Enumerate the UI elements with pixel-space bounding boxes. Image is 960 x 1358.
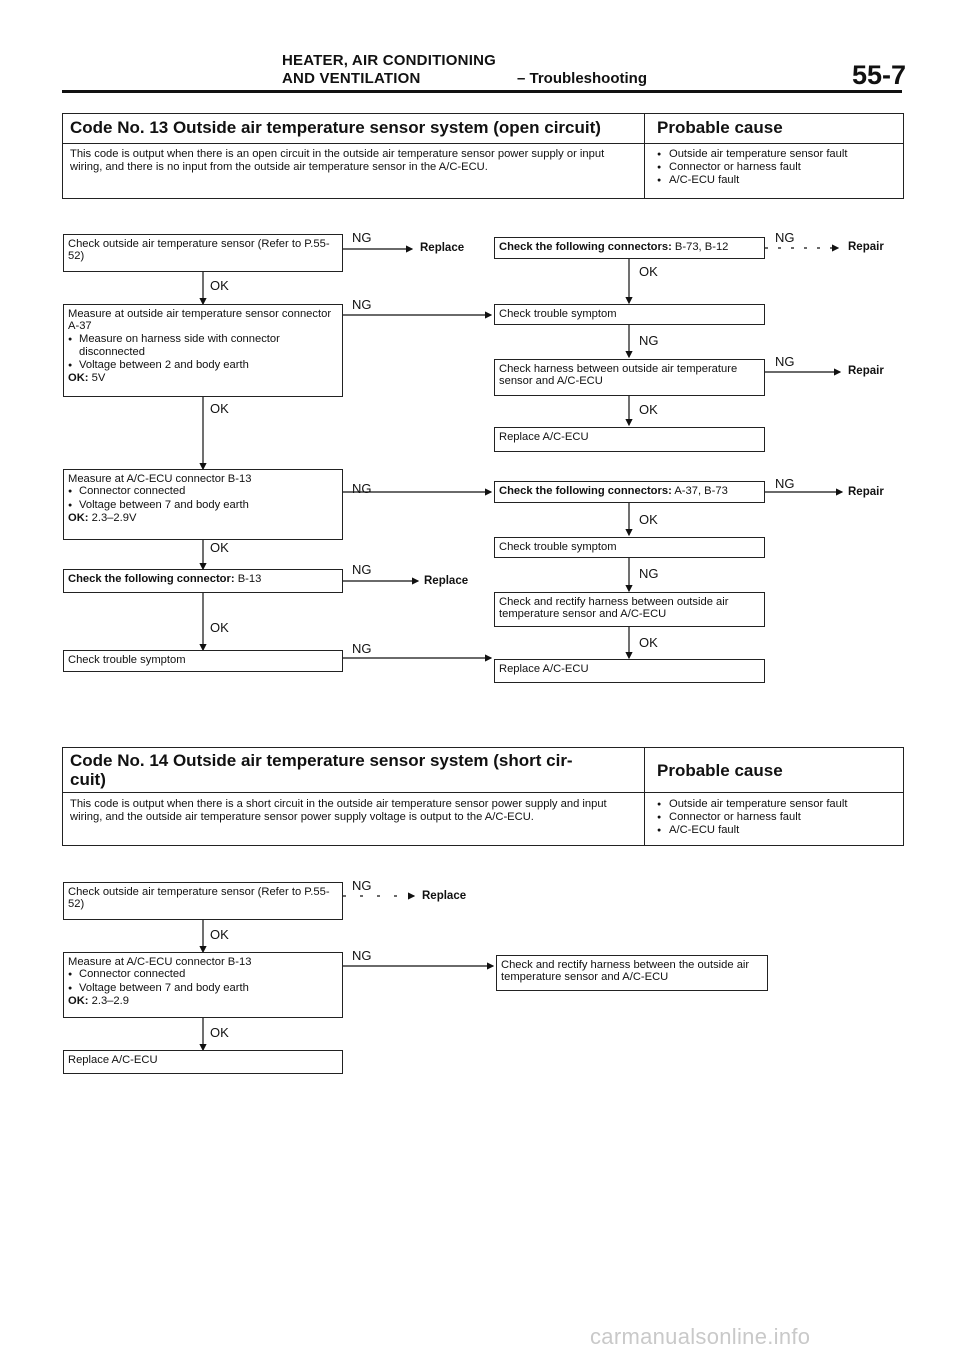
flow14-step2-title: Measure at A/C-ECU connector B-13 bbox=[68, 956, 252, 968]
flow13-step3-box bbox=[63, 469, 343, 540]
flow14-step2-bullet2: ● Voltage between 7 and body earth bbox=[68, 982, 338, 995]
flow13-step2-ok bbox=[68, 372, 338, 384]
code14-title-line2: cuit) bbox=[70, 770, 106, 789]
flow14-ok-2: OK bbox=[210, 1025, 229, 1040]
flow13-step2-title: Measure at outside air temperature sensor connector A-37 bbox=[68, 308, 332, 333]
flow13-r5-label: Check the following connectors: bbox=[499, 485, 672, 497]
flow13-step3-ok bbox=[68, 512, 338, 524]
flow14-ng-1: NG bbox=[352, 878, 372, 893]
flow13-replace-2: Replace bbox=[424, 575, 469, 587]
header-section: – Troubleshooting bbox=[517, 70, 647, 87]
flow13-step4-value: B-13 bbox=[237, 573, 262, 585]
flow13-r1-box bbox=[494, 237, 765, 259]
flow13-step3-ok-value: 2.3–2.9V bbox=[91, 512, 137, 525]
header-title-line1: HEATER, AIR CONDITIONING bbox=[282, 52, 496, 69]
flow13-step2-bullet2: ● Voltage between 2 and body earth bbox=[68, 359, 338, 372]
flow13-r8-box: Replace A/C-ECU bbox=[494, 659, 765, 683]
flow14-step2-bullet1: ● Connector connected bbox=[68, 968, 338, 981]
flow13-repair-2: Repair bbox=[848, 365, 884, 377]
flow13-step4-box bbox=[63, 569, 343, 593]
flow13-step3-title: Measure at A/C-ECU connector B-13 bbox=[68, 473, 252, 485]
code13-cause-2: ● Connector or harness fault bbox=[657, 161, 897, 174]
code13-title: Code No. 13 Outside air temperature sensor system (open circuit) bbox=[70, 118, 601, 137]
flow14-step2-ok-label: OK: bbox=[68, 995, 89, 1008]
flow13-step2-ok-value: 5V bbox=[91, 372, 106, 385]
flow13-step5-box: Check trouble symptom bbox=[63, 650, 343, 672]
flow13-ok-1: OK bbox=[210, 278, 229, 293]
flow14-step2-box bbox=[63, 952, 343, 1018]
flow13-ok-r2: OK bbox=[639, 402, 658, 417]
code14-divider-h bbox=[63, 792, 903, 793]
flow13-r5-value: A-37, B-73 bbox=[674, 485, 728, 497]
flow13-ok-r3: OK bbox=[639, 512, 658, 527]
code14-divider-v bbox=[644, 748, 645, 845]
flow13-r2-box: Check trouble symptom bbox=[494, 304, 765, 325]
flow13-step2-ok-label: OK: bbox=[68, 372, 89, 385]
code14-cause-heading: Probable cause bbox=[657, 761, 783, 780]
flow13-replace-1: Replace bbox=[420, 242, 465, 254]
flow13-ng-r5: NG bbox=[775, 476, 795, 491]
flow13-ng-r3: NG bbox=[775, 230, 795, 245]
code14-title-line1: Code No. 14 Outside air temperature sensor system (short cir- bbox=[70, 751, 573, 770]
flow13-ng-r4: NG bbox=[775, 354, 795, 369]
flow13-step1-box: Check outside air temperature sensor (Refer to P.55-52) bbox=[63, 234, 343, 272]
flow14-ok-1: OK bbox=[210, 927, 229, 942]
flow13-ng-1: NG bbox=[352, 230, 372, 245]
flow13-repair-1: Repair bbox=[848, 241, 884, 253]
flow13-r4-box: Replace A/C-ECU bbox=[494, 427, 765, 452]
code13-cause-1: ● Outside air temperature sensor fault bbox=[657, 148, 897, 161]
watermark: carmanualsonline.info bbox=[590, 1324, 811, 1349]
flow14-replace-1: Replace bbox=[422, 890, 467, 902]
code13-cause-3: ● A/C-ECU fault bbox=[657, 174, 897, 187]
flow13-ok-r4: OK bbox=[639, 635, 658, 650]
flow13-step3-ok-label: OK: bbox=[68, 512, 89, 525]
flow13-ng-5: NG bbox=[352, 641, 372, 656]
flow13-step4-label: Check the following connector: bbox=[68, 573, 235, 585]
flow14-step1-box: Check outside air temperature sensor (Refer to P.55-52) bbox=[63, 882, 343, 920]
flow13-step2-bullet1: ● Measure on harness side with connector disconnected bbox=[68, 333, 338, 359]
flow14-r1-box: Check and rectify harness between the outside air temperature sensor and A/C-ECU bbox=[496, 955, 768, 991]
flow13-ok-4: OK bbox=[210, 620, 229, 635]
page-number: 55-7 bbox=[852, 60, 907, 90]
flow13-r5-box bbox=[494, 481, 765, 503]
code14-description: This code is output when there is a short circuit in the outside air temperature sensor power supply and input wiring, and the outside air temperature sensor power supply voltage is output to the A/C-ECU. bbox=[70, 798, 607, 823]
header-title-line2: AND VENTILATION bbox=[282, 70, 421, 87]
flow13-step3-bullet2: ● Voltage between 7 and body earth bbox=[68, 499, 338, 512]
flow13-ng-r2: NG bbox=[639, 566, 659, 581]
flow13-step2-box bbox=[63, 304, 343, 397]
flow13-step3-bullet1: ● Connector connected bbox=[68, 485, 338, 498]
flow13-ok-r1: OK bbox=[639, 264, 658, 279]
flow14-step2-ok bbox=[68, 995, 338, 1007]
code14-cause-2: ● Connector or harness fault bbox=[657, 811, 897, 824]
code13-description: This code is output when there is an open circuit in the outside air temperature sensor power supply or input wiring, and there is no input from the outside air temperature sensor in the A/C-ECU. bbox=[70, 148, 605, 173]
code14-cause-1: ● Outside air temperature sensor fault bbox=[657, 798, 897, 811]
flow13-ng-3: NG bbox=[352, 481, 372, 496]
flow13-r3-box: Check harness between outside air temperature sensor and A/C-ECU bbox=[494, 359, 765, 396]
flow13-ng-r1: NG bbox=[639, 333, 659, 348]
flow13-r7-box: Check and rectify harness between outside air temperature sensor and A/C-ECU bbox=[494, 592, 765, 627]
flow13-ok-3: OK bbox=[210, 540, 229, 555]
flow14-ng-2: NG bbox=[352, 948, 372, 963]
flow13-r1-label: Check the following connectors: bbox=[499, 241, 672, 253]
flow13-ng-2: NG bbox=[352, 297, 372, 312]
flow13-r6-box: Check trouble symptom bbox=[494, 537, 765, 558]
flow14-step2-ok-value: 2.3–2.9 bbox=[91, 995, 129, 1008]
flow13-ok-2: OK bbox=[210, 401, 229, 416]
flow13-ng-4: NG bbox=[352, 562, 372, 577]
code14-cause-3: ● A/C-ECU fault bbox=[657, 824, 897, 837]
code14-causes bbox=[657, 798, 897, 837]
flow13-repair-3: Repair bbox=[848, 486, 884, 498]
flow13-r1-value: B-73, B-12 bbox=[674, 241, 729, 253]
code13-cause-heading: Probable cause bbox=[657, 118, 783, 137]
flow14-step3-box: Replace A/C-ECU bbox=[63, 1050, 343, 1074]
code14-table bbox=[62, 747, 904, 846]
